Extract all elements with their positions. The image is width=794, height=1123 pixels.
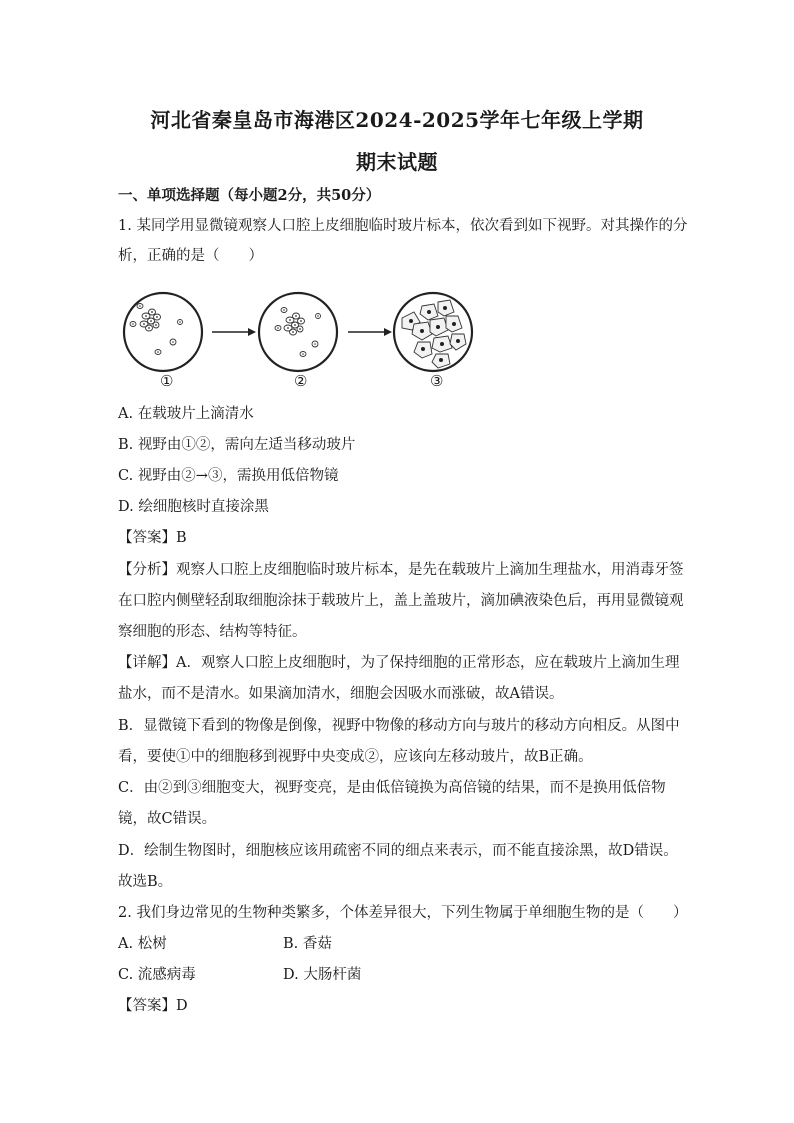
figure-label-2: ②	[294, 372, 308, 390]
q1-detail-line6: 镜，故C错误。	[118, 811, 217, 827]
document-subtitle: 期末试题	[356, 150, 438, 174]
q1-stem-line1: 1. 某同学用显微镜观察人口腔上皮细胞临时玻片标本，依次看到如下视野。对其操作的分	[118, 218, 688, 234]
q2-option-a: A. 松树	[118, 936, 167, 952]
q1-option-d: D. 绘细胞核时直接涂黑	[118, 499, 269, 515]
q1-detail-line3: B．显微镜下看到的物像是倒像，视野中物像的移动方向与玻片的移动方向相反。从图中	[118, 718, 680, 734]
q1-detail-line1: 【详解】A．观察人口腔上皮细胞时，为了保持细胞的正常形态，应在载玻片上滴加生理	[118, 655, 680, 671]
q1-detail-line2: 盐水，而不是清水。如果滴加清水，细胞会因吸水而涨破，故A错误。	[118, 686, 564, 702]
q1-analysis-line2: 在口腔内侧壁轻刮取细胞涂抹于载玻片上，盖上盖玻片，滴加碘液染色后，再用显微镜观	[118, 593, 684, 609]
q1-analysis-line1: 【分析】观察人口腔上皮细胞临时玻片标本，是先在载玻片上滴加生理盐水，用消毒牙签	[118, 562, 684, 578]
field-3	[394, 293, 472, 371]
section-heading: 一、单项选择题（每小题2分，共50分）	[118, 187, 381, 204]
arrow-2	[348, 328, 392, 336]
q2-option-c: C. 流感病毒	[118, 967, 196, 983]
field-1	[124, 293, 202, 371]
q1-detail-line8: 故选B。	[118, 874, 173, 890]
q1-stem-line2: 析，正确的是（ ）	[118, 248, 263, 264]
q1-detail-line4: 看，要使①中的细胞移到视野中央变成②，应该向左移动玻片，故B正确。	[118, 749, 593, 765]
q1-detail-line5: C．由②到③细胞变大，视野变亮，是由低倍镜换为高倍镜的结果，而不是换用低倍物	[118, 780, 666, 796]
q2-option-d: D. 大肠杆菌	[283, 967, 362, 983]
q2-stem: 2. 我们身边常见的生物种类繁多，个体差异很大，下列生物属于单细胞生物的是（ ）	[118, 905, 688, 921]
figure-label-3: ③	[430, 372, 444, 390]
q2-answer: 【答案】D	[118, 998, 188, 1014]
q1-answer: 【答案】B	[118, 530, 187, 546]
q1-detail-line7: D．绘制生物图时，细胞核应该用疏密不同的细点来表示，而不能直接涂黑，故D错误。	[118, 843, 678, 859]
q1-analysis-line3: 察细胞的形态、结构等特征。	[118, 624, 307, 640]
arrow-1	[212, 328, 256, 336]
q1-option-c: C. 视野由②→③，需换用低倍物镜	[118, 468, 339, 484]
field-2	[259, 293, 337, 371]
q1-option-a: A. 在载玻片上滴清水	[118, 406, 254, 422]
q1-option-b: B. 视野由①②，需向左适当移动玻片	[118, 437, 356, 453]
figure-label-1: ①	[160, 372, 174, 390]
q2-option-b: B. 香菇	[283, 936, 332, 952]
document-title: 河北省秦皇岛市海港区2024-2025学年七年级上学期	[150, 108, 644, 132]
